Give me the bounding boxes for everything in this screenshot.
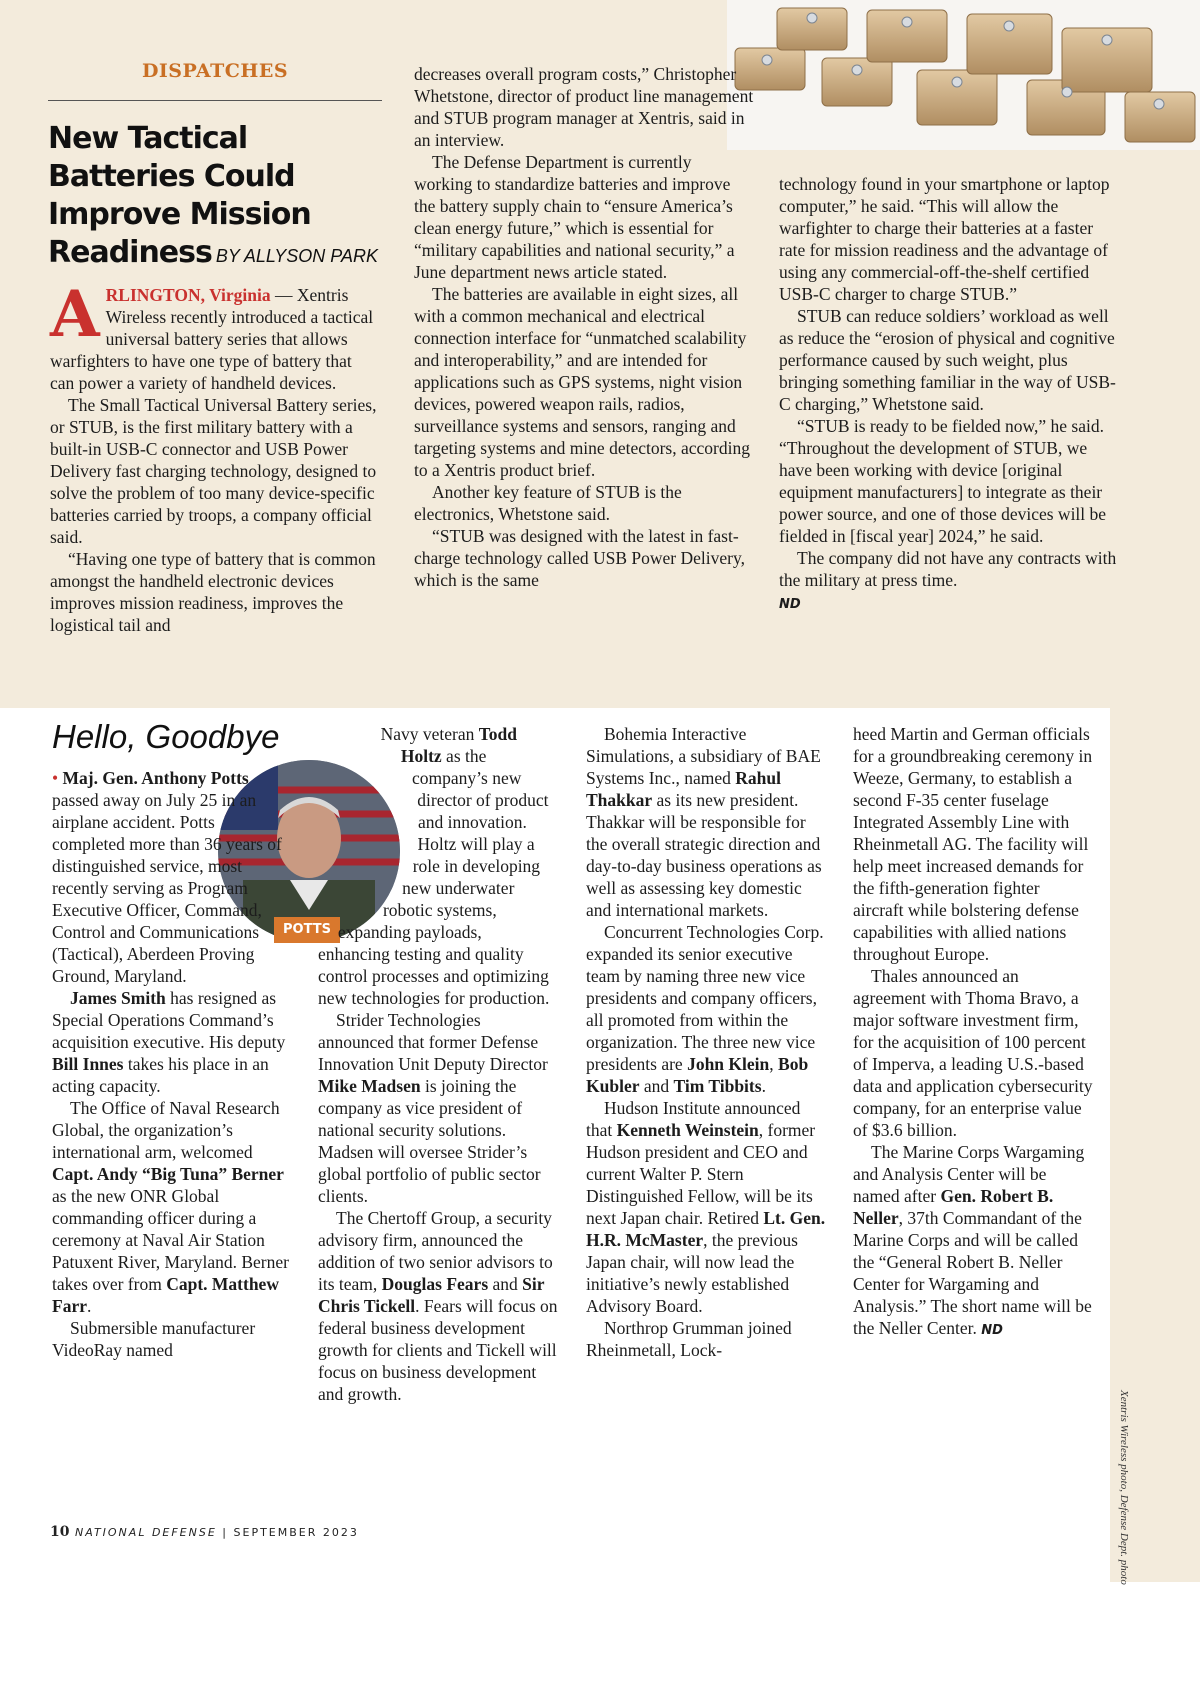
item-text: , 37th Commandant of the Marine Corps and will be called the “General Robert B. Neller Center for Wargaming and Analysis.” The short name will be the Neller Center. [853,1208,1092,1338]
people-item [318,1207,558,1405]
item-text: as the new ONR Global commanding officer during a ceremony at Naval Air Station Patuxent River, Maryland. Berner takes over from [52,1186,289,1294]
bullet: • [52,768,59,788]
item-text: Bohemia Interactive Simulations, a subsidiary of BAE Systems Inc., named [586,724,821,788]
people-column-2 [318,723,558,1405]
drop-cap: A [50,277,100,352]
paragraph-text: — Xentris Wireless recently introduced a tactical universal battery series that allows warfighters to have one type of battery that can power a variety of handheld devices. [50,285,374,393]
person-name: Maj. Gen. Anthony Potts [62,768,249,788]
people-item: Northrop Grumman joined Rheinmetall, Lock- [586,1318,792,1360]
article-paragraph [779,547,1119,616]
article-column-2 [414,63,754,591]
person-name: James Smith [70,988,166,1008]
person-name: Bob Kubler [586,1054,809,1096]
item-text: . [761,1076,766,1096]
end-mark: ND [779,597,801,612]
person-name: Capt. Matthew Farr [52,1274,279,1316]
item-text: . [86,1296,92,1316]
item-text: Hudson Institute announced that [586,1098,801,1140]
people-item [52,1097,290,1317]
article-paragraph: “STUB was designed with the latest in fast-charge technology called USB Power Delivery, which is the same [414,526,745,590]
person-name: Rahul Thakkar [586,768,781,810]
end-mark: ND [981,1323,1003,1338]
page-number: 10 [50,1524,70,1540]
item-text: and [492,1274,518,1294]
article-paragraph: The Small Tactical Universal Battery series, or STUB, is the first military battery with a built-in USB-C connector and USB Power Delivery fast charging technology, designed to solve the problem of too many device-specific batteries carried by troops, a company official said. [50,395,377,547]
item-text: has resigned as Special Operations Command’s acquisition executive. His deputy [52,988,286,1052]
people-item: Submersible manufacturer VideoRay named [52,1318,256,1360]
byline: BY ALLYSON PARK [215,246,378,266]
paragraph-text: The company did not have any contracts with the military at press time. [779,548,1117,590]
people-column-1 [52,767,290,1361]
item-text: Concurrent Technologies Corp. expanded its senior executive team by naming three new vice presidents and company officers, all promoted from within the organization. The three new vice presidents are [586,922,824,1074]
magazine-name: NATIONAL DEFENSE [74,1526,217,1539]
article-paragraph: STUB can reduce soldiers’ workload as well as reduce the “erosion of physical and cognitive performance caused by such weight, plus bringing something familiar in the way of USB-C charging,” Whetstone said. [779,306,1116,414]
item-text: , former Hudson president and CEO and current Walter P. Stern Distinguished Fellow, will be its next Japan chair. Retired [586,1120,816,1228]
item-text: . Fears will focus on federal business development growth for clients and Tickell will focus on business development and growth. [318,1296,558,1404]
item-text: takes his place in an acting capacity. [52,1054,269,1096]
battery-illustration [727,0,1200,150]
article-column-3 [779,173,1119,616]
battery-photo [727,0,1200,150]
portrait-label: POTTS [274,917,340,943]
people-item [318,1009,558,1207]
item-text: The Marine Corps Wargaming and Analysis Center will be named after [853,1142,1085,1206]
article-paragraph: The Defense Department is currently working to standardize batteries and improve the battery supply chain to “ensure America’s clean energy future,” which is essential for “military capabilities and national security,” a June department news article stated. [414,152,735,282]
people-item [586,1097,830,1317]
people-column-3 [586,723,830,1361]
person-name: Lt. Gen. H.R. McMaster [586,1208,826,1250]
item-text: as the company’s new director of product and innovation. Holtz will play a role in developing new underwater robotic systems, expanding payloads, enhancing testing and quality control processes and optimizing new technologies for production. [318,746,550,1008]
people-item [853,1141,1093,1342]
article-paragraph: “STUB is ready to be fielded now,” he said. “Throughout the development of STUB, we have been working with device [original equipment manufacturers] to integrate as their power source, and one of those devices will be fielded in [fiscal year] 2024,” he said. [779,416,1107,546]
portrait-wrap-shape [318,723,414,923]
person-name: Sir Chris Tickell [318,1274,545,1316]
article-column-1 [50,277,380,636]
item-text: Navy veteran [380,724,475,744]
dateline: RLINGTON, Virginia [105,285,271,305]
item-text: and [643,1076,670,1096]
person-name: Mike Madsen [318,1076,421,1096]
person-name: Douglas Fears [381,1274,489,1294]
item-text: The Chertoff Group, a security advisory firm, announced the addition of two senior advisors to its team, [318,1208,553,1294]
people-column-4 [853,723,1093,1342]
headline-text: New Tactical Batteries Could Improve Mission Readiness [48,121,311,270]
person-name: John Klein [687,1054,770,1074]
article-paragraph: “Having one type of battery that is common amongst the handheld electronic devices improves mission readiness, improves the logistical tail and [50,549,376,635]
footer-separator: | [222,1526,229,1539]
people-item [52,767,290,987]
item-text: Strider Technologies announced that former Defense Innovation Unit Deputy Director [318,1010,548,1074]
item-text: as its new president. Thakkar will be responsible for the overall strategic direction and day-to-day business operations as well as assessing key domestic and international markets. [586,790,822,920]
section-title: Hello, Goodbye [52,718,280,755]
person-name: Kenneth Weinstein [616,1120,759,1140]
people-item [586,723,830,921]
people-item: heed Martin and German officials for a groundbreaking ceremony in Weeze, Germany, to establish a second F-35 center fuselage Integrated Assembly Line with Rheinmetall AG. The facility will help meet increased demands for the fifth-generation fighter aircraft while bolstering defense capabilities with allied nations throughout Europe. [853,724,1093,964]
people-item: Thales announced an agreement with Thoma Bravo, a major software investment firm, for the acquisition of 100 percent of Imperva, a leading U.S.-based data and application cybersecurity company, for an enterprise value of $3.6 billion. [853,966,1093,1140]
article-paragraph: The batteries are available in eight sizes, all with a common mechanical and electrical connection interface for “unmatched scalability and interoperability,” and are intended for applications such as GPS systems, night vision devices, powered weapon rails, radios, surveillance systems and sensors, ranging and targeting systems and mine detectors, according to a Xentris product brief. [414,284,750,480]
article-paragraph: decreases overall program costs,” Christopher Whetstone, director of product line management and STUB program manager at Xentris, said in an interview. [414,64,754,150]
photo-credit: Xentris Wireless photo, Defense Dept. photo [1118,1390,1130,1585]
article-paragraph: technology found in your smartphone or laptop computer,” he said. “This will allow the warfighter to charge their batteries at a faster rate for mission readiness and the advantage of using any commercial-off-the-shelf certified USB-C charger to charge STUB.” [779,174,1110,304]
article-paragraph [50,277,380,394]
person-name: Todd Holtz [400,724,517,766]
article-headline [48,120,388,275]
page-footer [50,1524,359,1540]
people-item: Concurrent Technologies Corp. expanded its senior executive team by naming three new vice presidents and company officers, all promoted from within the organization. The three new vice presidents are John Klein, Bob Kubler and Tim Tibbits. [586,922,824,1096]
item-text: is joining the company as vice president of national security solutions. Madsen will oversee Strider’s global portfolio of public sector clients. [318,1076,541,1206]
people-item [52,987,290,1097]
item-text: The Office of Naval Research Global, the organization’s international arm, welcomed [52,1098,280,1162]
person-name: Gen. Robert B. Neller [853,1186,1054,1228]
person-name: Bill Innes [52,1054,124,1074]
item-text: , the previous Japan chair, will now lead the initiative’s newly established Advisory Board. [586,1230,798,1316]
item-text: passed away on July 25 in an airplane accident. Potts completed more than 36 years of distinguished service, most recently serving as Program Executive Officer, Command, Control and Communications (Tactical), Aberdeen Proving Ground, Maryland. [52,790,282,986]
kicker-divider [48,100,382,101]
person-name: Tim Tibbits [673,1076,762,1096]
issue-date: SEPTEMBER 2023 [233,1526,359,1539]
article-paragraph: Another key feature of STUB is the electronics, Whetstone said. [414,482,682,524]
person-name: Capt. Andy “Big Tuna” Berner [52,1164,284,1184]
section-kicker: DISPATCHES [141,60,289,82]
